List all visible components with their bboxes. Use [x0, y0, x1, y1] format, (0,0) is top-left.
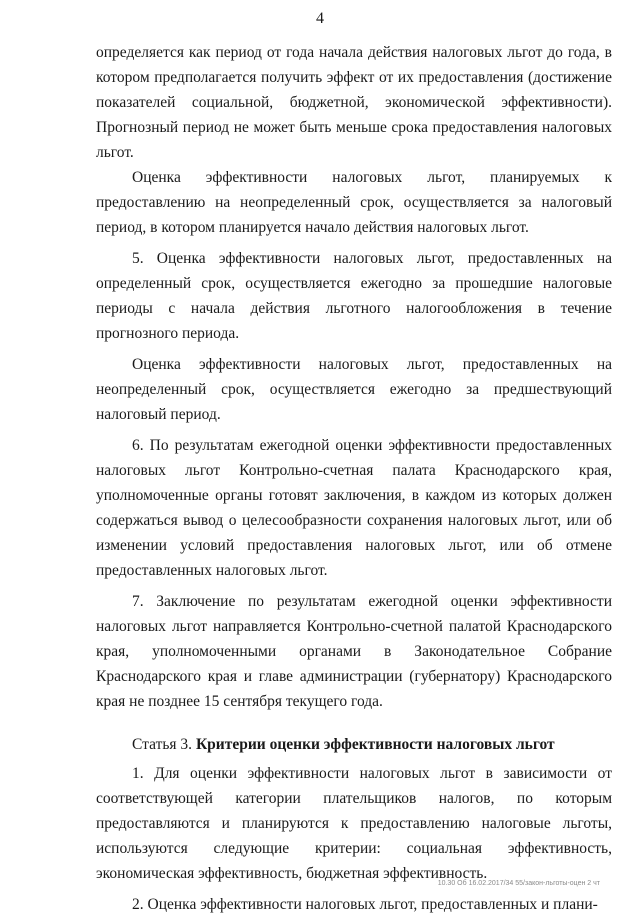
paragraph: 2. Оценка эффективности налоговых льгот, предоставленных и плани-: [132, 896, 598, 913]
page-number: 4: [316, 10, 324, 27]
paragraph: 6. По результатам ежегодной оценки эффективности предоставленных налоговых льгот Контрольно-счетная палата Краснодарского края, уполномоченные органы готовят заключения, в каждом из которых должен содержаться вывод о целесообразности сохранения налоговых льгот, или об изменении условий предоставления налоговых льгот, или об отмене предоставленных налоговых льгот.: [96, 437, 612, 579]
paragraph: 7. Заключение по результатам ежегодной оценки эффективности налоговых льгот направляется Контрольно-счетной палатой Краснодарского края, уполномоченными органами в Законодательное Собрание Краснодарского края и главе администрации (губернатору) Краснодарского края не позднее 15 сентября текущего года.: [96, 593, 612, 710]
paragraph: Оценка эффективности налоговых льгот, предоставленных на неопределенный срок, осуществляется ежегодно за предшествующий налоговый период.: [96, 356, 612, 423]
article-prefix: Статья 3.: [132, 736, 193, 753]
footer-file-reference: 10.30 Об 16.02.2017/34 55/закон-льготы-оцен 2 чт: [437, 880, 600, 887]
paragraph: 5. Оценка эффективности налоговых льгот, предоставленных на определенный срок, осуществляется ежегодно за прошедшие налоговые периоды с начала действия льготного налогообложения в течение прогнозного периода.: [96, 250, 612, 342]
paragraph: 1. Для оценки эффективности налоговых льгот в зависимости от соответствующей категории плательщиков налогов, по которым предоставляются и планируются к предоставлению налоговые льготы, используются следующие критерии: социальная эффективность, экономическая эффективность, бюджетная эффективность.: [96, 765, 612, 882]
body-text: [96, 40, 612, 917]
article-title: Критерии оценки эффективности налоговых льгот: [195, 736, 555, 753]
paragraph-continuation: определяется как период от года начала действия налоговых льгот до года, в котором предполагается получить эффект от их предоставления (достижение показателей социальной, бюджетной, экономической эффективности). Прогнозный период не может быть меньше срока предоставления налоговых льгот.: [96, 44, 612, 161]
paragraph: Оценка эффективности налоговых льгот, планируемых к предоставлению на неопределенный срок, осуществляется за налоговый период, в котором планируется начало действия налоговых льгот.: [96, 169, 612, 236]
article-heading: [96, 732, 612, 757]
